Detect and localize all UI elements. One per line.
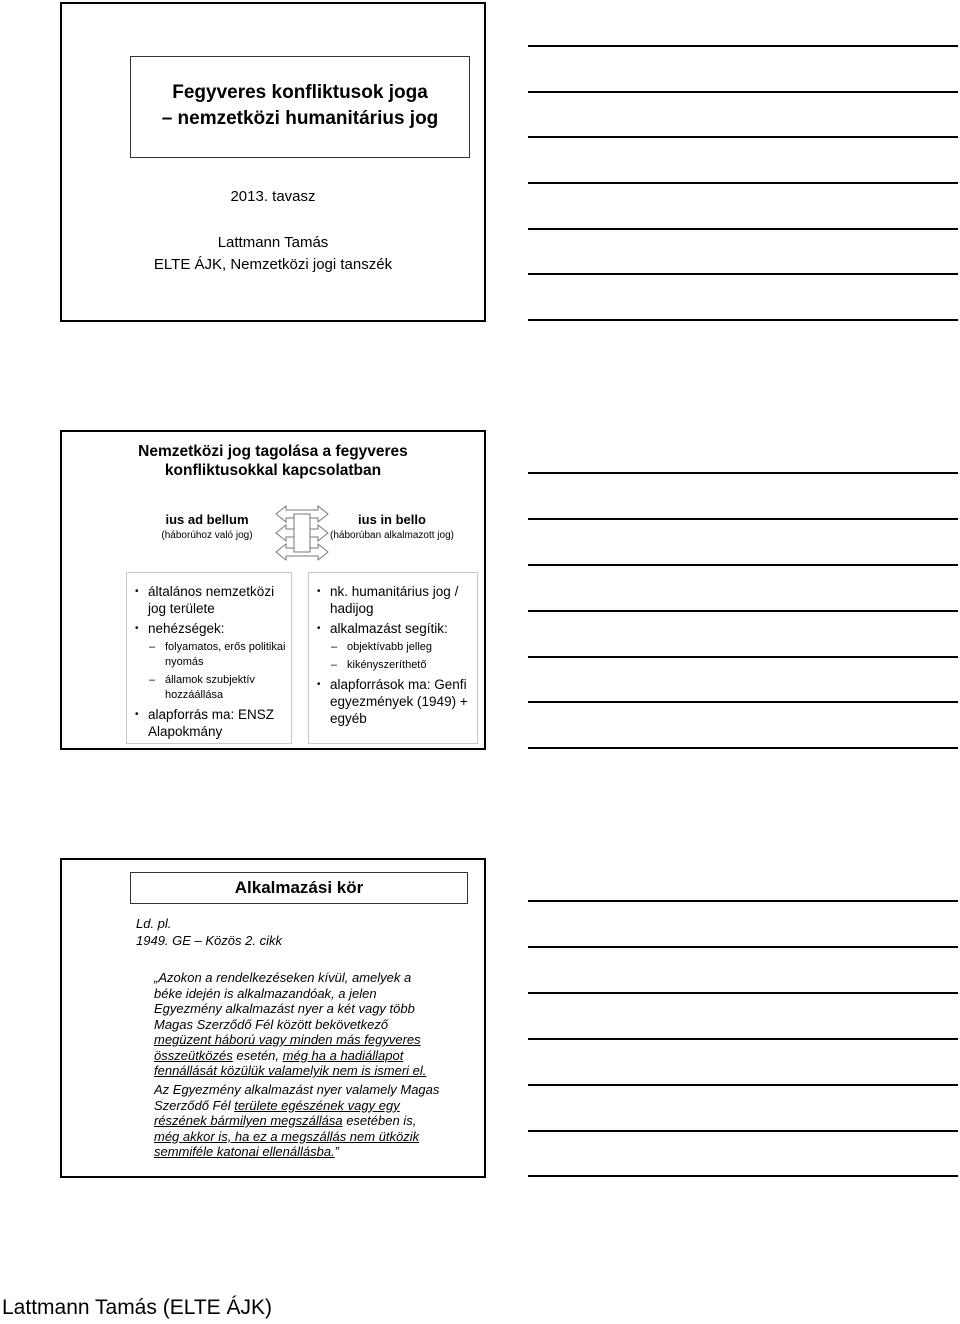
affiliation: ELTE ÁJK, Nemzetközi jogi tanszék bbox=[153, 256, 393, 273]
quote-paragraph-1 bbox=[154, 970, 480, 1079]
list-item: • alapforrás ma: ENSZ Alapokmány bbox=[135, 706, 287, 740]
note-line bbox=[528, 136, 958, 138]
note-line bbox=[528, 656, 958, 658]
ius-ad-bellum-box bbox=[126, 572, 292, 744]
note-line bbox=[528, 182, 958, 184]
quote-line: Az Egyezmény alkalmazást nyer valamely Magas bbox=[154, 1082, 440, 1097]
slide-2-title bbox=[62, 442, 484, 480]
list-item: • alkalmazást segítik: bbox=[317, 620, 473, 637]
list-item: – objektívabb jelleg bbox=[317, 640, 473, 655]
ius-in-bello-box bbox=[308, 572, 478, 744]
slide-3 bbox=[60, 858, 486, 1178]
note-line bbox=[528, 228, 958, 230]
note-line bbox=[528, 564, 958, 566]
quote-line: béke idején is alkalmazandóak, a jelen bbox=[154, 985, 377, 1001]
list-item: • nehézségek: bbox=[135, 620, 287, 637]
ius-ad-bellum-label: ius ad bellum bbox=[165, 512, 249, 527]
ius-in-bello-label: ius in bello bbox=[358, 512, 426, 527]
author-name: Lattmann Tamás bbox=[217, 234, 329, 251]
slide-1-title-line1: Fegyveres konfliktusok joga bbox=[172, 82, 428, 103]
note-line bbox=[528, 1038, 958, 1040]
ius-in-bello-header bbox=[312, 512, 472, 541]
note-line bbox=[528, 273, 958, 275]
quote-underlined: összeütközés bbox=[154, 1047, 233, 1063]
reference-line2: 1949. GE – Közös 2. cikk bbox=[136, 933, 282, 948]
quote-underlined: megüzent háború vagy minden más fegyveres bbox=[154, 1032, 421, 1047]
slide-1-title-box bbox=[130, 56, 470, 158]
quote-underlined: részének bármilyen megszállása bbox=[154, 1113, 343, 1128]
slide-2 bbox=[60, 430, 486, 750]
term-label: 2013. tavasz bbox=[230, 188, 316, 205]
list-item: – államok szubjektív hozzáállása bbox=[135, 673, 287, 703]
ius-in-bello-sublabel: (háborúban alkalmazott jog) bbox=[330, 530, 454, 541]
slide-3-title: Alkalmazási kör bbox=[130, 872, 468, 904]
list-item: • nk. humanitárius jog / hadijog bbox=[317, 583, 473, 617]
quote-text: esetén, bbox=[232, 1047, 283, 1063]
note-line bbox=[528, 472, 958, 474]
list-item: • alapforrások ma: Genfi egyezmények (1949) + egyéb bbox=[317, 676, 473, 727]
note-line bbox=[528, 610, 958, 612]
slide-1 bbox=[60, 2, 486, 322]
slide-1-title-line2: – nemzetközi humanitárius jog bbox=[161, 108, 439, 129]
ius-ad-bellum-header bbox=[142, 512, 272, 541]
note-line bbox=[528, 900, 958, 902]
quote-underlined: még akkor is, ha ez a megszállás nem ütközik bbox=[154, 1128, 420, 1144]
note-line bbox=[528, 747, 958, 749]
note-line bbox=[528, 992, 958, 994]
slide-2-title-line2: konfliktusokkal kapcsolatban bbox=[164, 462, 382, 479]
note-line bbox=[528, 91, 958, 93]
list-item: – folyamatos, erős politikai nyomás bbox=[135, 640, 287, 670]
ius-ad-bellum-sublabel: (háborúhoz való jog) bbox=[161, 530, 253, 541]
note-line bbox=[528, 1084, 958, 1086]
quote-underlined: területe egészének vagy egy bbox=[234, 1097, 400, 1113]
quote-line: Magas Szerződő Fél között bekövetkező bbox=[154, 1016, 389, 1032]
quote-close-mark: ” bbox=[334, 1144, 339, 1159]
note-line bbox=[528, 1130, 958, 1132]
note-line bbox=[528, 45, 958, 47]
quote-line: „Azokon a rendelkezéseken kívül, amelyek a bbox=[154, 970, 412, 985]
slide-2-title-line1: Nemzetközi jog tagolása a fegyveres bbox=[138, 443, 408, 460]
quote-text: Szerződő Fél bbox=[154, 1097, 235, 1113]
quote-paragraph-2 bbox=[154, 1082, 480, 1160]
note-line bbox=[528, 319, 958, 321]
quote-underlined: még ha a hadiállapot bbox=[282, 1047, 404, 1063]
note-line bbox=[528, 701, 958, 703]
list-item: – kikényszeríthető bbox=[317, 658, 473, 673]
page-footer: Lattmann Tamás (ELTE ÁJK) bbox=[2, 1296, 272, 1319]
quote-underlined: fennállását közülük valamelyik nem is ismeri el. bbox=[154, 1063, 427, 1078]
note-line bbox=[528, 946, 958, 948]
quote-text: esetében is, bbox=[342, 1113, 417, 1128]
reference-line1: Ld. pl. bbox=[136, 916, 172, 931]
quote-line: Egyezmény alkalmazást nyer a két vagy több bbox=[154, 1001, 415, 1016]
note-line bbox=[528, 518, 958, 520]
list-item: • általános nemzetközi jog területe bbox=[135, 583, 287, 617]
quote-underlined: semmiféle katonai ellenállásba. bbox=[154, 1144, 335, 1159]
note-line bbox=[528, 1175, 958, 1177]
